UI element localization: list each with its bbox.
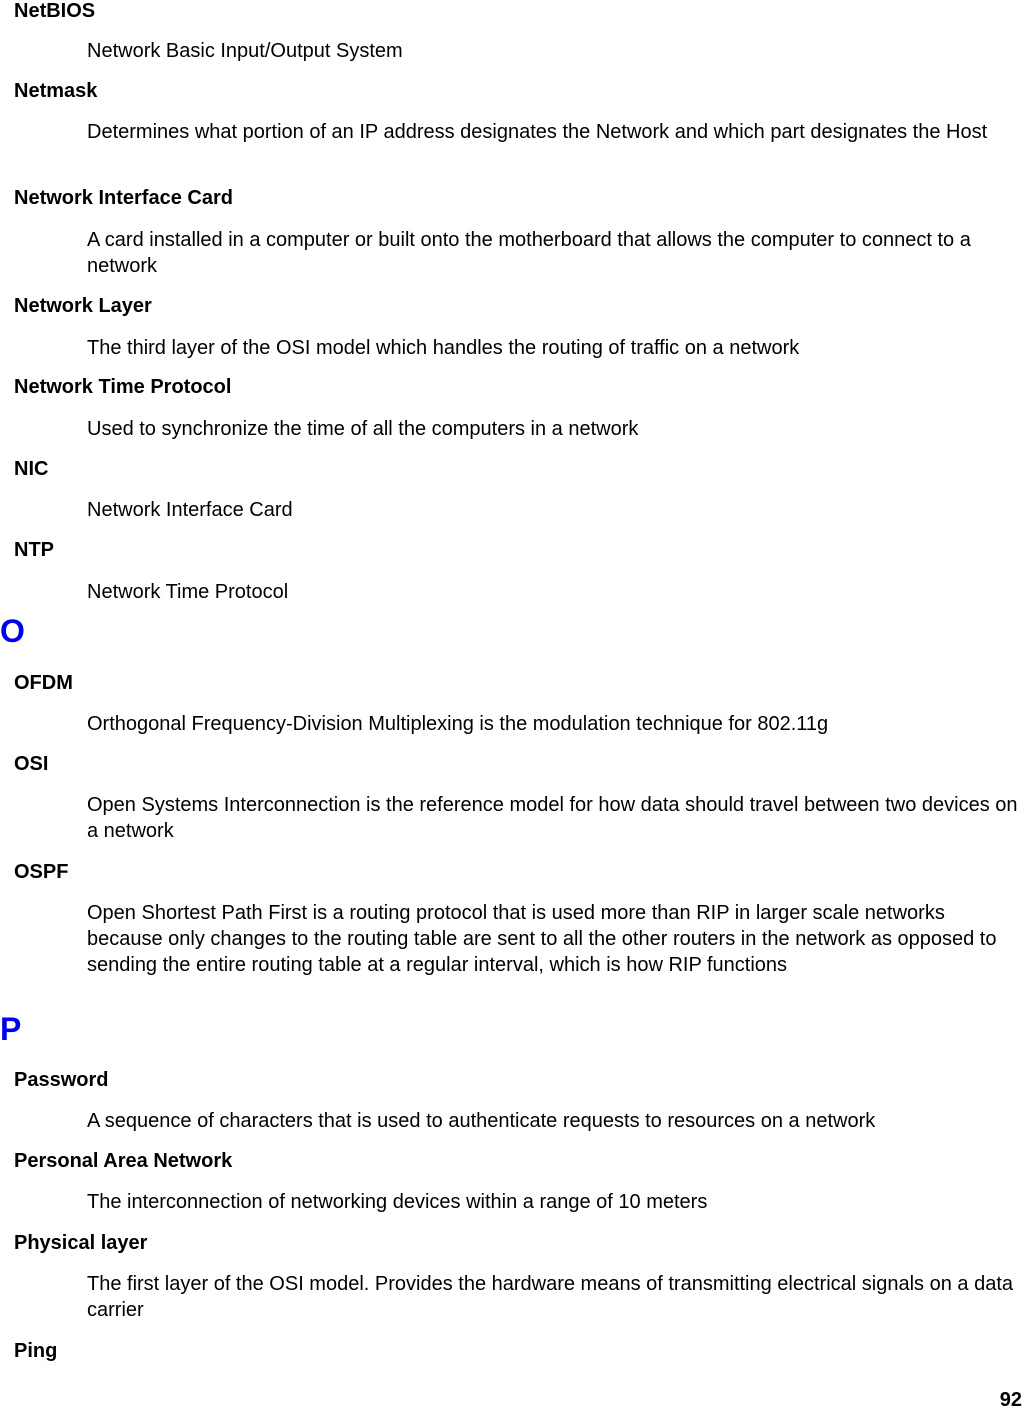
glossary-definition: Network Interface Card bbox=[87, 499, 293, 521]
glossary-term: Network Time Protocol bbox=[14, 376, 232, 398]
glossary-definition: The third layer of the OSI model which handles the routing of traffic on a network bbox=[87, 337, 800, 359]
glossary-definition: A card installed in a computer or built onto the motherboard that allows the computer to connect to a network bbox=[87, 229, 971, 277]
glossary-definition: Determines what portion of an IP address designates the Network and which part designates the Host bbox=[87, 121, 988, 143]
page-number: 92 bbox=[999, 1389, 1022, 1411]
glossary-definition: Open Systems Interconnection is the reference model for how data should travel between two devices on a network bbox=[87, 794, 1018, 842]
glossary-term: OSI bbox=[14, 753, 49, 775]
glossary-definition: Used to synchronize the time of all the computers in a network bbox=[87, 418, 639, 440]
section-letter-p: P bbox=[0, 1011, 22, 1047]
glossary-definition: Network Time Protocol bbox=[87, 581, 289, 603]
glossary-definition: Orthogonal Frequency-Division Multiplexing is the modulation technique for 802.11g bbox=[87, 713, 829, 735]
glossary-definition: Open Shortest Path First is a routing protocol that is used more than RIP in larger scale networks because only changes to the routing table are sent to all the other routers in the network as opposed to sending the entire routing table at a regular interval, which is how RIP functions bbox=[87, 902, 997, 976]
glossary-term: Physical layer bbox=[14, 1232, 148, 1254]
glossary-term: Network Interface Card bbox=[14, 187, 233, 209]
glossary-definition: Network Basic Input/Output System bbox=[87, 40, 403, 62]
glossary-term: OFDM bbox=[14, 672, 73, 694]
glossary-term: NTP bbox=[14, 539, 54, 561]
glossary-term: Network Layer bbox=[14, 295, 152, 317]
glossary-term: NetBIOS bbox=[14, 0, 96, 22]
glossary-term: Password bbox=[14, 1069, 109, 1091]
glossary-term: Netmask bbox=[14, 80, 98, 102]
glossary-term: Ping bbox=[14, 1340, 58, 1362]
glossary-term: OSPF bbox=[14, 861, 69, 883]
glossary-term: Personal Area Network bbox=[14, 1150, 233, 1172]
glossary-term: NIC bbox=[14, 458, 49, 480]
section-letter-o: O bbox=[0, 613, 25, 649]
glossary-definition: A sequence of characters that is used to authenticate requests to resources on a network bbox=[87, 1110, 876, 1132]
glossary-definition: The first layer of the OSI model. Provides the hardware means of transmitting electrical signals on a data carrier bbox=[87, 1273, 1013, 1321]
glossary-definition: The interconnection of networking devices within a range of 10 meters bbox=[87, 1191, 708, 1213]
